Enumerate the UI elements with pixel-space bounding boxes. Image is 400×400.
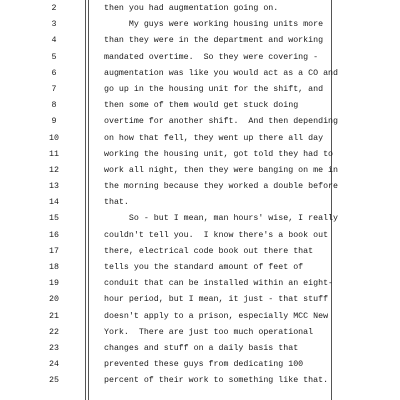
transcript-line: [0, 98, 400, 114]
line-text: on how that fell, they went up there all day: [104, 133, 324, 143]
line-number: 3: [51, 20, 57, 30]
line-text: tells you the standard amount of feet of: [104, 263, 304, 272]
line-text: York. There are just too much operational: [104, 327, 314, 337]
line-number: 21: [49, 311, 59, 321]
line-text: overtime for another shift. And then depending: [104, 117, 339, 127]
line-text: conduit that can be installed within an eight-: [104, 279, 334, 289]
transcript-line: [0, 228, 400, 244]
transcript-line: [0, 195, 400, 211]
transcript-line: [0, 66, 400, 82]
line-number: 24: [49, 360, 59, 370]
line-text: then you had augmentation going on.: [104, 4, 279, 13]
line-number: 6: [51, 68, 57, 78]
transcript-line: [0, 179, 400, 195]
line-text: couldn't tell you. I know there's a book out: [104, 230, 329, 240]
line-text: My guys were working housing units more: [104, 20, 324, 30]
line-number: 14: [49, 198, 59, 208]
transcript-lines: [0, 1, 400, 390]
line-number: 15: [49, 214, 59, 224]
line-number: 25: [49, 376, 59, 386]
transcript-line: [0, 244, 400, 260]
transcript-line: [0, 163, 400, 179]
transcript-line: [0, 341, 400, 357]
line-text: work all night, then they were banging on me in: [104, 165, 339, 175]
transcript-line: [0, 33, 400, 49]
line-number: 20: [49, 295, 59, 305]
line-text: than they were in the department and working: [104, 36, 324, 46]
line-number: 13: [49, 182, 59, 192]
transcript-line: [0, 260, 400, 276]
line-number: 10: [49, 133, 59, 143]
line-text: that.: [104, 198, 129, 208]
line-text: then some of them would get stuck doing: [104, 101, 299, 111]
line-number: 7: [51, 84, 57, 94]
line-number: 12: [49, 165, 59, 175]
line-number: 5: [51, 52, 57, 62]
transcript-line: [0, 131, 400, 147]
transcript-line: [0, 276, 400, 292]
line-text: the morning because they worked a double before: [104, 182, 339, 192]
line-text: hour period, but I mean, it just - that stuff: [104, 295, 329, 305]
transcript-line: [0, 357, 400, 373]
line-number: 19: [49, 279, 59, 289]
line-number: 18: [49, 263, 59, 272]
line-text: go up in the housing unit for the shift, and: [104, 84, 324, 94]
line-number: 11: [49, 149, 59, 159]
transcript-line: [0, 114, 400, 130]
transcript-line: [0, 325, 400, 341]
transcript-line: [0, 82, 400, 98]
transcript-line: [0, 373, 400, 389]
line-text: augmentation was like you would act as a CO and: [104, 68, 339, 78]
transcript-line: [0, 1, 400, 17]
line-number: 16: [49, 230, 59, 240]
line-number: 23: [49, 343, 59, 353]
transcript-line: [0, 211, 400, 227]
line-text: percent of their work to something like that.: [104, 376, 329, 386]
transcript-line: [0, 292, 400, 308]
line-text: working the housing unit, got told they had to: [104, 149, 334, 159]
line-text: prevented these guys from dedicating 100: [104, 360, 304, 370]
line-number: 9: [51, 117, 57, 127]
line-number: 17: [49, 246, 59, 256]
line-number: 22: [49, 327, 59, 337]
line-number: 8: [51, 101, 57, 111]
line-text: So - but I mean, man hours' wise, I really: [104, 214, 339, 224]
transcript-line: [0, 309, 400, 325]
line-text: mandated overtime. So they were covering -: [104, 52, 319, 62]
transcript-line: [0, 50, 400, 66]
line-number: 2: [51, 4, 57, 13]
transcript-line: [0, 17, 400, 33]
line-text: doesn't apply to a prison, especially MCC New: [104, 311, 329, 321]
transcript-line: [0, 147, 400, 163]
line-text: there, electrical code book out there that: [104, 246, 314, 256]
line-number: 4: [51, 36, 57, 46]
line-text: changes and stuff on a daily basis that: [104, 343, 299, 353]
